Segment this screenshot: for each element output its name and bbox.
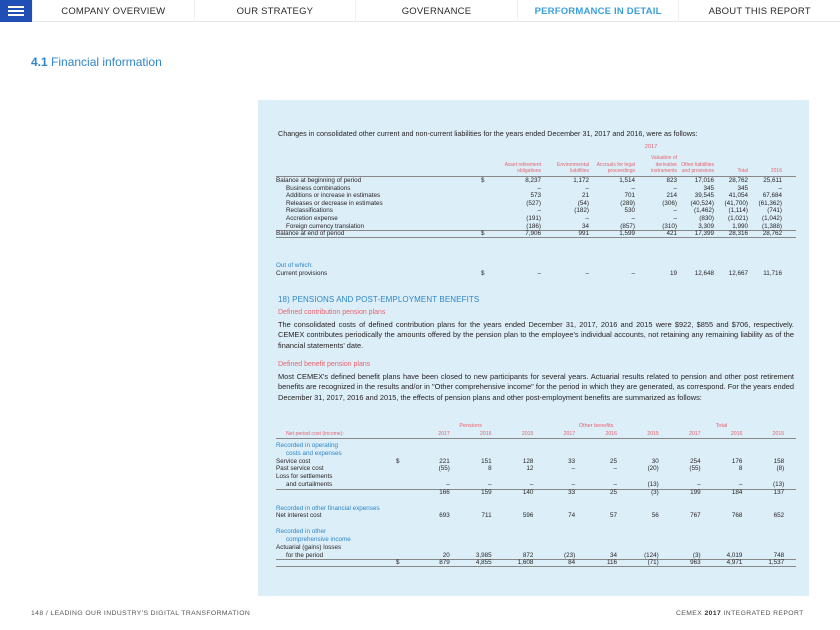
cell: 1,990 (732, 222, 748, 230)
year-header: 2015 (647, 431, 659, 437)
table-row (276, 536, 796, 544)
page-title (31, 55, 162, 69)
table-row (276, 552, 796, 560)
cell: 33 (568, 457, 576, 465)
row-label: comprehensive income (286, 535, 351, 543)
cell: – (585, 214, 589, 222)
cell: 28,762 (728, 177, 748, 184)
cell: 39,545 (694, 192, 714, 200)
top-navigation (0, 0, 840, 22)
cell: 25 (609, 489, 617, 497)
column-header: Other liabilities and provisions (681, 161, 714, 174)
column-header: Environmental liabilities (557, 161, 589, 174)
currency-symbol: $ (396, 559, 400, 567)
cell: (8) (776, 465, 785, 473)
cell: (1,114) (728, 207, 748, 215)
row-label: Actuarial (gains) losses (276, 543, 342, 551)
table-row (276, 458, 796, 466)
table-group-headers (276, 422, 796, 430)
cell: 1,172 (573, 177, 589, 184)
row-label: Additions or increase in estimates (286, 192, 381, 200)
cell: 21 (581, 192, 589, 200)
cell: (186) (526, 222, 541, 230)
spacer (276, 497, 796, 505)
liabilities-intro: Changes in consolidated other current and non-current liabilities for the years ended December 31, 2017 and 2016, were as follows: (278, 129, 698, 138)
row-label: Releases or decrease in estimates (286, 199, 383, 207)
cell: 199 (690, 489, 701, 497)
cell: 345 (703, 184, 714, 192)
cell: 12,667 (728, 270, 748, 277)
cell: 711 (481, 512, 492, 520)
out-of-which-label: Out of which: (276, 262, 313, 269)
table-row (276, 177, 796, 185)
cell: (124) (644, 551, 659, 559)
column-header: 2016 (770, 167, 782, 174)
db-subheading: Defined benefit pension plans (278, 361, 371, 368)
cell: 693 (439, 512, 450, 520)
row-label: Past service cost (276, 465, 324, 473)
cell: 4,855 (475, 559, 492, 567)
table-row (276, 270, 796, 278)
table-row (276, 450, 796, 458)
cell: – (613, 465, 617, 473)
group-header-total: Total (715, 423, 728, 429)
section-name: Financial information (51, 55, 162, 69)
cell: 12 (526, 465, 534, 473)
cell: – (778, 184, 782, 192)
cell: (40,524) (690, 199, 714, 207)
table-year-headers (276, 430, 796, 439)
cell: (182) (574, 207, 589, 215)
liabilities-table (276, 144, 796, 238)
row-label: for the period (286, 551, 324, 559)
table-row (276, 442, 796, 450)
cell: 8 (738, 465, 743, 473)
row-label: Reclassifications (286, 207, 333, 215)
currency-symbol: $ (396, 457, 400, 465)
cell: 34 (609, 551, 617, 559)
cell: (23) (563, 551, 576, 559)
cell: 30 (651, 457, 659, 465)
table-row (276, 200, 796, 208)
cell: (55) (689, 465, 701, 473)
year-header: 2015 (521, 431, 534, 437)
dc-subheading: Defined contribution pension plans (278, 309, 386, 316)
row-label: Recorded in operating (276, 442, 338, 449)
group-header-other-benefits: Other benefits (578, 423, 614, 429)
dc-paragraph: The consolidated costs of defined contribution plans for the years ended December 31, 2017, 2016 and 2015 were $922, $855 and $706, respectively. CEMEX contributes periodically the amounts offered by the pension plan to the employee's individual accounts, not retaining any remaining liability as of the financial statements' date. (278, 320, 794, 350)
year-header: 2015 (772, 431, 785, 437)
footer-report-title (676, 610, 804, 617)
cell: 1,537 (768, 559, 785, 567)
cell: 12,648 (694, 270, 714, 277)
cell: (1,042) (762, 214, 782, 222)
out-of-which-block (276, 262, 796, 278)
year-header: 2017 (438, 431, 450, 437)
cell: 221 (439, 457, 450, 465)
cell: (310) (662, 222, 677, 230)
cell: 33 (568, 489, 576, 497)
cell: 345 (737, 184, 748, 192)
tab-governance[interactable]: GOVERNANCE (355, 0, 517, 22)
row-label: Balance at end of period (276, 230, 345, 238)
cell: 56 (651, 512, 659, 520)
cell: (306) (662, 199, 677, 207)
cell: 823 (666, 177, 677, 184)
cell: 17,399 (694, 230, 714, 238)
cell: 84 (568, 559, 576, 567)
group-header-pensions: Pensions (459, 423, 483, 429)
cell: 4,019 (726, 551, 743, 559)
cell: 963 (690, 559, 701, 567)
table-row (276, 230, 796, 238)
year-header: 2017 (563, 431, 576, 437)
cell: – (446, 480, 450, 488)
cell: 158 (773, 457, 785, 465)
cell: 767 (690, 512, 701, 520)
cell: 3,309 (698, 222, 714, 230)
cell: 116 (606, 559, 617, 567)
cell: (741) (767, 207, 782, 215)
cell: 17,016 (694, 177, 714, 184)
pension-costs-table-body (276, 439, 796, 567)
cell: – (585, 184, 589, 192)
cell: 166 (439, 489, 450, 497)
footer-company: CEMEX (676, 610, 703, 617)
row-label: Foreign currency translation (286, 222, 365, 230)
cell: (13) (647, 480, 659, 488)
cell: 176 (731, 457, 743, 465)
cell: – (697, 480, 701, 488)
year-header: 2017 (689, 431, 701, 437)
cell: 872 (522, 551, 534, 559)
table-row (276, 215, 796, 223)
cell: 530 (624, 207, 635, 215)
cell: (191) (526, 214, 541, 222)
cell: – (537, 184, 541, 192)
table-row (276, 559, 796, 567)
cell: 151 (481, 457, 492, 465)
footer-page-label: 148 / LEADING OUR INDUSTRY'S DIGITAL TRANSFORMATION (31, 610, 251, 617)
table-row (276, 528, 796, 536)
spacer (276, 520, 796, 528)
row-label: Recorded in other financial expenses (276, 504, 380, 512)
cell: (20) (647, 465, 659, 473)
cell: (3) (651, 489, 659, 497)
row-label: and curtailments (286, 480, 333, 488)
cell: (54) (577, 199, 589, 207)
cell: (289) (620, 199, 635, 207)
cell: (41,700) (724, 199, 748, 207)
column-header: Asset retirement obligations (504, 161, 541, 174)
table-row (276, 489, 796, 497)
cell: (55) (438, 465, 450, 473)
table-row (276, 481, 796, 489)
cell: 28,316 (728, 230, 748, 238)
row-label: Accretion expense (286, 214, 338, 222)
column-header: Accruals for legal proceedings (596, 161, 635, 174)
content-panel (258, 100, 809, 596)
cell: 421 (666, 230, 677, 238)
section-number: 4.1 (31, 55, 48, 69)
tab-about-this-report[interactable]: ABOUT THIS REPORT (678, 0, 840, 22)
table-row (276, 207, 796, 215)
cell: 11,716 (763, 270, 782, 277)
cell: – (488, 480, 492, 488)
row-label: costs and expenses (286, 449, 342, 457)
row-label: Loss for settlements (276, 473, 333, 481)
row-label: Net interest cost (276, 512, 322, 520)
cell: 573 (530, 192, 541, 200)
cell: 991 (578, 230, 589, 238)
table-row (276, 223, 796, 231)
cell: – (631, 270, 635, 277)
row-label: Balance at beginning of period (276, 177, 362, 184)
row-label: Recorded in other (276, 528, 327, 536)
footer-report-name: INTEGRATED REPORT (723, 610, 804, 617)
cell: 3,985 (475, 551, 492, 559)
cell: (1,388) (762, 222, 782, 230)
cell: – (631, 214, 635, 222)
table-row (276, 192, 796, 200)
cell: 140 (522, 489, 534, 497)
row-label: Business combinations (286, 184, 351, 192)
cell: 214 (666, 192, 677, 200)
cell: 25,611 (763, 177, 782, 184)
cell: 1,608 (517, 559, 534, 567)
cell: 8,237 (525, 177, 541, 184)
cell: – (585, 270, 589, 277)
table-row (276, 505, 796, 513)
year-header: 2016 (480, 431, 492, 437)
liabilities-table-body (276, 177, 796, 238)
cell: (857) (620, 222, 635, 230)
cell: – (673, 214, 677, 222)
cell: – (613, 480, 617, 488)
cell: – (571, 465, 576, 473)
cell: – (673, 207, 677, 215)
cell: 254 (690, 457, 701, 465)
column-header: Valuation of derivative instruments (650, 155, 677, 174)
tab-company-overview[interactable]: COMPANY OVERVIEW (32, 0, 194, 22)
currency-symbol: $ (481, 270, 485, 277)
cell: 879 (439, 559, 450, 567)
cell: 57 (609, 512, 617, 520)
cell: (527) (526, 199, 541, 207)
cell: (13) (772, 480, 785, 488)
year-header: 2016 (730, 431, 743, 437)
table-row (276, 473, 796, 481)
table-year-header: 2017 (644, 144, 658, 150)
cell: 596 (522, 512, 534, 520)
cell: 159 (481, 489, 492, 497)
cell: 28,762 (762, 230, 782, 238)
cell: (1,021) (728, 214, 748, 222)
hamburger-menu-icon[interactable] (0, 0, 32, 22)
first-column-label: Net period cost (income): (286, 431, 344, 437)
cell: 25 (609, 457, 617, 465)
cell: 701 (624, 192, 635, 200)
cell: (3) (692, 551, 701, 559)
cell: 7,906 (525, 230, 541, 238)
cell: – (529, 480, 534, 488)
cell: 74 (568, 512, 576, 520)
cell: – (631, 184, 635, 192)
cell: (61,362) (758, 199, 782, 207)
cell: 137 (773, 489, 785, 497)
cell: 4,971 (726, 559, 743, 567)
table-row (276, 512, 796, 520)
cell: 20 (442, 551, 450, 559)
cell: 768 (731, 512, 743, 520)
cell: – (673, 184, 677, 192)
cell: 184 (731, 489, 743, 497)
table-row (276, 465, 796, 473)
cell: 1,514 (619, 177, 635, 184)
cell: (71) (647, 559, 659, 567)
cell: 652 (773, 512, 785, 520)
table-row (276, 544, 796, 552)
cell: 128 (522, 457, 534, 465)
cell: (830) (699, 214, 714, 222)
cell: – (571, 480, 576, 488)
column-header: Total (737, 167, 748, 174)
cell: – (537, 207, 541, 215)
cell: – (537, 270, 541, 277)
cell: 8 (488, 465, 492, 473)
tab-our-strategy[interactable]: OUR STRATEGY (194, 0, 356, 22)
row-label: Current provisions (276, 270, 328, 277)
db-paragraph: Most CEMEX's defined benefit plans have been closed to new participants for several years. Actuarial results related to pension and other post retirement benefits are recognized in the results and/or in "Other comprehensive income" for the period in which they are generated, as correspond. For the years ended December 31, 2017, 2016 and 2015, the effects of pension plans and other post-employment benefits are summarized as follows: (278, 372, 794, 402)
pension-costs-table (276, 422, 796, 567)
currency-symbol: $ (481, 230, 485, 238)
table-row (276, 185, 796, 193)
pensions-heading: 18) PENSIONS AND POST-EMPLOYMENT BENEFITS (278, 295, 480, 304)
cell: (1,462) (694, 207, 714, 215)
cell: 1,599 (619, 230, 635, 238)
cell: 19 (669, 270, 677, 277)
footer-year: 2017 (704, 610, 722, 617)
cell: 41,054 (728, 192, 748, 200)
tab-performance-in-detail[interactable]: PERFORMANCE IN DETAIL (517, 0, 679, 22)
row-label: Service cost (276, 457, 311, 465)
currency-symbol: $ (481, 177, 485, 184)
year-header: 2016 (605, 431, 617, 437)
table-column-headers (276, 153, 796, 177)
cell: – (738, 480, 743, 488)
cell: 748 (773, 551, 785, 559)
cell: 34 (581, 222, 589, 230)
cell: 67,684 (762, 192, 782, 200)
